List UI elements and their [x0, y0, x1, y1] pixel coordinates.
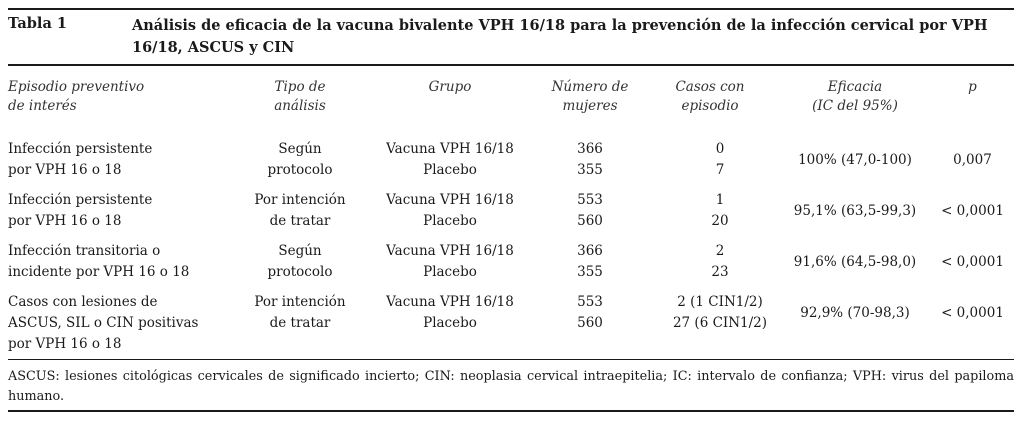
cell-p: < 0,0001: [941, 203, 1004, 219]
cell-grupo: Vacuna VPH 16/18 Placebo: [386, 294, 514, 331]
cell-numero: 366 355: [577, 243, 603, 280]
header-eficacia: Eficacia (IC del 95%): [812, 79, 898, 114]
table-label: Tabla 1: [8, 15, 67, 32]
cell-casos: 0 7: [715, 141, 725, 178]
cell-grupo: Vacuna VPH 16/18 Placebo: [386, 243, 514, 280]
cell-casos: 2 23: [711, 243, 729, 280]
cell-casos: 2 (1 CIN1/2) 27 (6 CIN1/2): [672, 294, 768, 331]
cell-eficacia: 91,6% (64,5-98,0): [793, 254, 917, 270]
table-title: Análisis de eficacia de la vacuna bivalente VPH 16/18 para la prevención de la infección cervical por VPH 16/18, ASCUS y CIN: [132, 17, 988, 56]
cell-episodio: Infección transitoria o incidente por VPH 16 o 18: [8, 243, 190, 280]
table-footnote: ASCUS: lesiones citológicas cervicales de significado incierto; CIN: neoplasia cervical intraepitelia; IC: intervalo de confianza; VPH: virus del papiloma humano.: [8, 369, 1014, 404]
bottom-rule: [8, 410, 1014, 412]
header-grupo: Grupo: [428, 79, 472, 95]
cell-grupo: Vacuna VPH 16/18 Placebo: [386, 192, 514, 229]
cell-grupo: Vacuna VPH 16/18 Placebo: [386, 141, 514, 178]
title-rule: [8, 64, 1014, 66]
header-p: p: [968, 79, 977, 95]
cell-eficacia: 100% (47,0-100): [798, 152, 912, 168]
cell-numero: 366 355: [577, 141, 603, 178]
top-rule: [8, 8, 1014, 10]
cell-numero: 553 560: [577, 192, 603, 229]
footnote-rule: [8, 359, 1014, 360]
cell-p: < 0,0001: [941, 305, 1004, 321]
cell-eficacia: 92,9% (70-98,3): [800, 305, 910, 321]
cell-p: < 0,0001: [941, 254, 1004, 270]
cell-episodio: Infección persistente por VPH 16 o 18: [8, 141, 153, 178]
cell-eficacia: 95,1% (63,5-99,3): [793, 203, 917, 219]
header-episodio: Episodio preventivo de interés: [8, 79, 145, 114]
cell-tipo: Por intención de tratar: [254, 294, 346, 331]
cell-p: 0,007: [953, 152, 992, 168]
header-numero: Número de mujeres: [551, 79, 629, 114]
header-casos: Casos con episodio: [675, 79, 745, 114]
cell-tipo: Según protocolo: [267, 243, 333, 280]
cell-casos: 1 20: [711, 192, 729, 229]
cell-tipo: Por intención de tratar: [254, 192, 346, 229]
cell-episodio: Infección persistente por VPH 16 o 18: [8, 192, 153, 229]
cell-tipo: Según protocolo: [267, 141, 333, 178]
cell-episodio: Casos con lesiones de ASCUS, SIL o CIN positivas por VPH 16 o 18: [8, 294, 199, 352]
header-tipo: Tipo de análisis: [274, 79, 326, 114]
cell-numero: 553 560: [577, 294, 603, 331]
